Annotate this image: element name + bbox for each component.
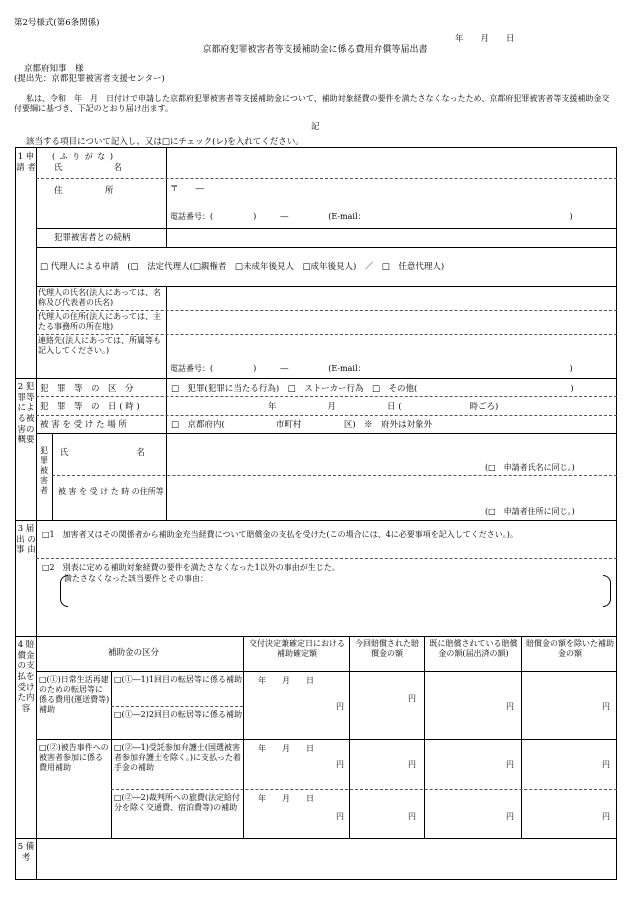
relation-label: 犯罪被害者との続柄	[54, 233, 131, 243]
reason-detail-label: 満たさなくなった該当要件とその事由：	[64, 574, 208, 583]
address-label: 住 所	[54, 186, 114, 196]
name-label: 氏 名	[54, 163, 123, 173]
col-header-current-compensation: 今回賠償された賠償金の額	[355, 639, 419, 658]
relation-input[interactable]	[168, 230, 615, 246]
victim-address-label: 被 害 を 受 け た 時 の住所等	[58, 487, 164, 496]
category-1-sub-2-checkbox[interactable]: □(①―2)2回目の転居等に係る補助	[114, 710, 242, 719]
row3-confirmed-yen[interactable]: 円	[336, 812, 344, 821]
row3-date[interactable]: 年 月 日	[258, 794, 314, 803]
submit-to: (提出先：京都犯罪被害者支援センター)	[14, 74, 165, 84]
contact-phone-email[interactable]: 電話番号：( ) ― (E-mail： )	[170, 364, 573, 373]
row1-date[interactable]: 年 月 日	[258, 676, 314, 685]
reason-bracket-right	[603, 575, 611, 607]
crime-type-options[interactable]: □ 犯罪(犯罪に当たる行為) □ ストーカー行為 □ その他( )	[171, 384, 574, 394]
ki-label: 記	[311, 122, 320, 132]
furigana-input[interactable]	[168, 150, 615, 177]
reason-detail-input[interactable]	[70, 585, 600, 607]
instruction: 該当する項目について記入し、又は□にチェック(レ)を入れてください。	[26, 137, 304, 147]
furigana-label: ( ふ り が な )	[52, 152, 114, 161]
date-line: 年 月 日	[455, 34, 515, 44]
phone-email[interactable]: 電話番号：( ) ― (E-mail： )	[170, 212, 573, 221]
same-name-checkbox[interactable]: (□ 申請者氏名に同じ。)	[485, 463, 575, 472]
proxy-name-label: 代理人の氏名(法人にあっては、名称及び代表者の氏名)	[38, 288, 162, 307]
row3-prior-yen[interactable]: 円	[506, 812, 514, 821]
col-header-prior-compensation: 既に賠償されている賠償金の額(届出済の額)	[429, 639, 518, 658]
addressee: 京都府知事 様	[24, 64, 84, 74]
page-title: 京都府犯罪被害者等支援補助金に係る費用弁償等届出書	[202, 45, 428, 55]
form-number: 第2号様式(第6条関係)	[14, 18, 100, 28]
proxy-address-input[interactable]	[168, 312, 615, 332]
col-header-confirmed-amount: 交付決定兼確定日における補助確定額	[249, 639, 345, 658]
reason-item-1[interactable]: □1 加害者又はその関係者から補助金充当経費について賠償金の支払を受けた(この場合には、4に必要事項を記入してください。)。	[42, 530, 518, 539]
name-input[interactable]	[168, 180, 615, 188]
contact-label: 連絡先(法人にあっては、所属等も記入してください。)	[38, 336, 162, 355]
place-label: 被 害 を 受 け た 場 所	[40, 420, 127, 430]
row2-prior-yen[interactable]: 円	[506, 760, 514, 769]
reason-item-2[interactable]: □2 別表に定める補助対象経費の要件を満たさなくなった1以外の事由が生じた。	[42, 563, 340, 572]
crime-date-label: 犯 罪 等 の 日 ( 時 )	[40, 402, 140, 412]
crime-type-label: 犯 罪 等 の 区 分	[40, 384, 134, 394]
intro-text: 私は、令和 年 月 日付けで申請した京都府犯罪被害者等支援補助金について、補助対象経費の要件を満たさなくなったため、京都府犯罪被害者等支援補助金交付要綱に基づき、下記のとおり届け出ます。	[14, 94, 610, 113]
same-address-checkbox[interactable]: (□ 申請者住所に同じ。)	[485, 507, 575, 516]
proxy-options[interactable]: □ 代理人による申請 (□ 法定代理人(□親権者 □未成年後見人 □成年後見人) ／ □ 任意代理人)	[40, 262, 445, 272]
category-1-sub-1-checkbox[interactable]: □(①―1)1回目の転居等に係る補助	[114, 675, 242, 684]
col-header-category: 補助金の区分	[108, 648, 160, 658]
row1-current-yen[interactable]: 円	[408, 694, 416, 703]
victim-label: 犯罪被害者	[40, 446, 48, 495]
remarks-input[interactable]	[38, 840, 615, 878]
category-2-sub-1-checkbox[interactable]: □(②―1)受託参加弁護士(国選被害者参加弁護士を除く。)に支払った着手金の補助	[114, 743, 241, 772]
victim-name-label: 氏 名	[60, 448, 146, 458]
section-4-label: 4 賠償金の支払を受けた内容	[17, 640, 35, 714]
postal-code[interactable]: 〒 ―	[170, 184, 205, 194]
row1-prior-yen[interactable]: 円	[506, 702, 514, 711]
row2-confirmed-yen[interactable]: 円	[336, 760, 344, 769]
row2-current-yen[interactable]: 円	[408, 760, 416, 769]
col-header-net-subsidy: 賠償金の額を除いた補助金の額	[526, 639, 614, 658]
section-1-label: 1 申 請 者	[16, 152, 36, 173]
row2-date[interactable]: 年 月 日	[258, 744, 314, 753]
section-3-label: 3 届 出 の 事 由	[16, 524, 36, 556]
section-2-label: 2 犯罪等による被害の概要	[17, 382, 35, 446]
place-value[interactable]: □ 京都府内( 市町村 区) ※ 府外は対象外	[171, 420, 433, 430]
crime-date-value[interactable]: 年 月 日 ( 時ごろ)	[268, 402, 499, 412]
proxy-address-label: 代理人の住所(法人にあっては、主たる事務所の所在地)	[38, 312, 162, 331]
category-1-checkbox[interactable]: □(①)日常生活再建のための転居等に係る費用(運送費等)補助	[39, 675, 110, 714]
row2-net-yen[interactable]: 円	[602, 760, 610, 769]
category-2-checkbox[interactable]: □(②)被告事件への被害者参加に係る費用補助	[39, 743, 109, 772]
row1-net-yen[interactable]: 円	[602, 702, 610, 711]
proxy-name-input[interactable]	[168, 288, 615, 308]
row1-confirmed-yen[interactable]: 円	[336, 702, 344, 711]
category-2-sub-2-checkbox[interactable]: □(②―2)裁判所への旅費(法定給付分を除く交通費、宿泊費等)の補助	[114, 793, 241, 812]
reason-bracket-left	[60, 575, 68, 607]
row3-net-yen[interactable]: 円	[602, 812, 610, 821]
row3-current-yen[interactable]: 円	[408, 812, 416, 821]
section-5-label: 5 備 考	[17, 842, 35, 863]
